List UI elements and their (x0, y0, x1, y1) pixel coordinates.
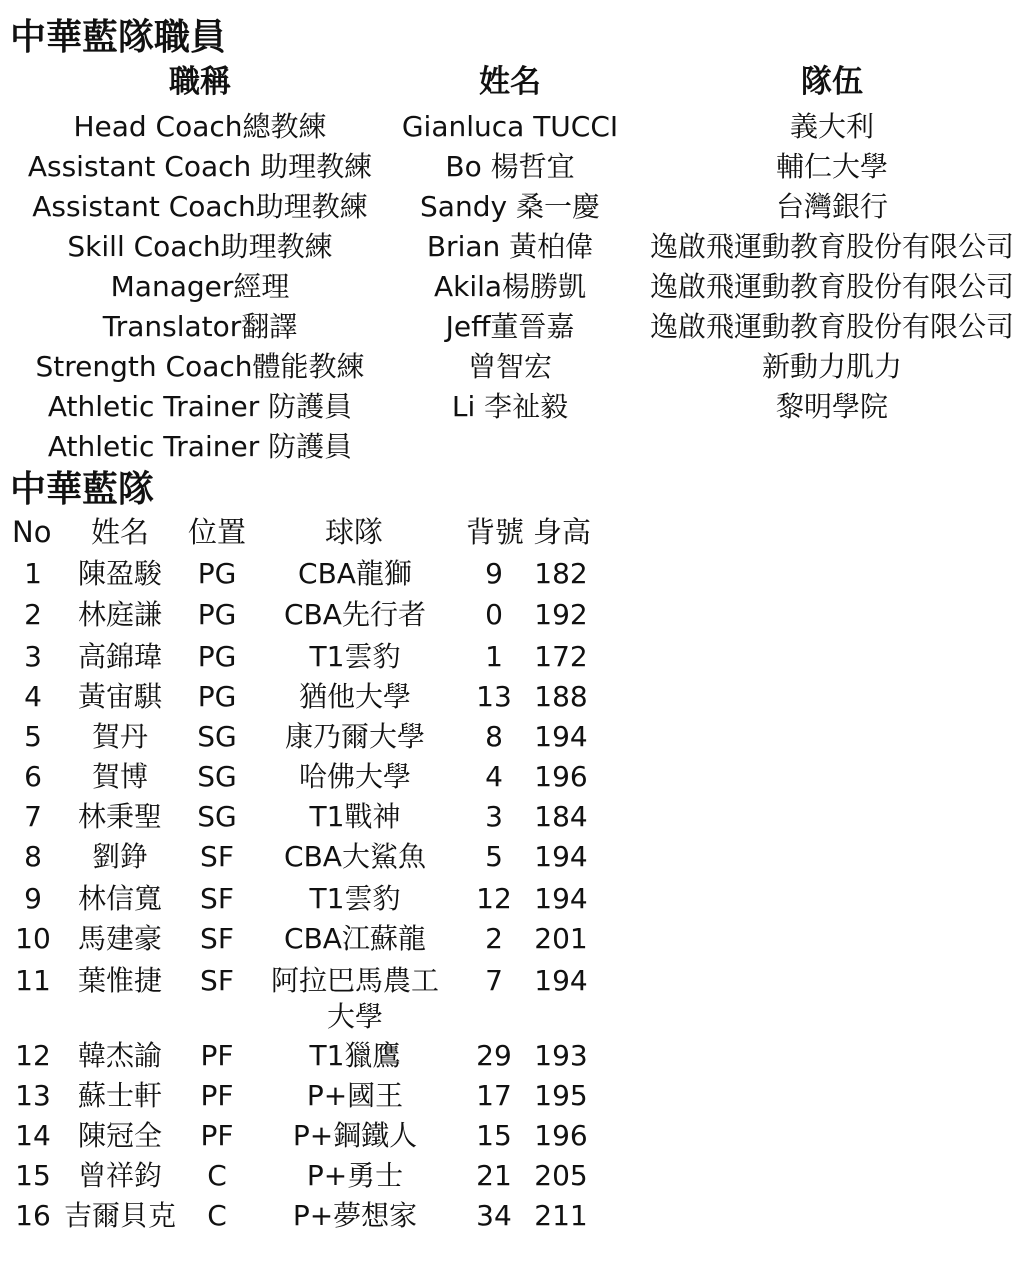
player-name-cell: 林秉聖 (77, 800, 163, 833)
player-height-cell: 195 (534, 1079, 588, 1112)
staff-role-cell: Assistant Coach助理教練 (32, 190, 368, 223)
roster-header-team: 球隊 (324, 515, 384, 549)
player-no-cell: 15 (15, 1159, 51, 1192)
player-position-cell: SF (200, 922, 234, 955)
player-height-cell: 182 (534, 557, 588, 590)
staff-name-cell: Jeff董晉嘉 (445, 310, 575, 343)
player-no-cell: 1 (24, 557, 42, 590)
player-height-cell: 205 (534, 1159, 588, 1192)
player-team-cell: CBA江蘇龍 (284, 922, 426, 955)
player-team-cell: 猶他大學 (298, 680, 412, 713)
player-team-cell: T1戰神 (309, 800, 401, 833)
player-position-cell: SG (197, 720, 237, 753)
player-position-cell: PG (197, 557, 237, 590)
player-height-cell: 193 (534, 1039, 588, 1072)
player-jersey-cell: 12 (476, 882, 512, 915)
player-no-cell: 9 (24, 882, 42, 915)
player-height-cell: 172 (534, 640, 588, 673)
player-jersey-cell: 7 (485, 964, 503, 997)
player-position-cell: PF (200, 1039, 234, 1072)
staff-name-cell: 曾智宏 (467, 350, 553, 383)
player-name-cell: 黃宙騏 (77, 680, 163, 713)
player-height-cell: 188 (534, 680, 588, 713)
staff-section-title: 中華藍隊職員 (10, 17, 227, 58)
player-no-cell: 16 (15, 1199, 51, 1232)
player-team-cell: P+國王 (306, 1079, 404, 1112)
player-jersey-cell: 13 (476, 680, 512, 713)
player-position-cell: C (207, 1199, 227, 1232)
player-team-cell: CBA龍獅 (298, 557, 412, 590)
player-no-cell: 3 (24, 640, 42, 673)
roster-header-name: 姓名 (90, 515, 150, 549)
staff-role-cell: Head Coach總教練 (73, 110, 327, 143)
staff-name-cell: Akila楊勝凱 (433, 270, 587, 303)
staff-header-name: 姓名 (479, 64, 541, 100)
player-no-cell: 12 (15, 1039, 51, 1072)
player-jersey-cell: 1 (485, 640, 503, 673)
player-position-cell: PG (197, 598, 237, 631)
player-team-cell: P+勇士 (306, 1159, 404, 1192)
roster-header-no: No (12, 515, 52, 549)
roster-section-title: 中華藍隊 (10, 469, 155, 510)
player-no-cell: 4 (24, 680, 42, 713)
player-height-cell: 196 (534, 1119, 588, 1152)
staff-header-team: 隊伍 (801, 64, 863, 100)
player-team-cell-line2: 大學 (326, 1000, 384, 1033)
player-jersey-cell: 17 (476, 1079, 512, 1112)
player-no-cell: 14 (15, 1119, 51, 1152)
player-height-cell: 194 (534, 840, 588, 873)
player-jersey-cell: 29 (476, 1039, 512, 1072)
player-position-cell: SF (200, 882, 234, 915)
staff-name-cell: Li 李祉毅 (451, 390, 569, 423)
player-team-cell: CBA大鯊魚 (284, 840, 426, 873)
player-team-cell: 哈佛大學 (298, 760, 412, 793)
player-name-cell: 韓杰諭 (77, 1039, 163, 1072)
player-name-cell: 陳盈駿 (77, 557, 163, 590)
player-position-cell: PF (200, 1079, 234, 1112)
player-position-cell: SF (200, 964, 234, 997)
staff-role-cell: Skill Coach助理教練 (67, 230, 333, 263)
player-height-cell: 211 (534, 1199, 588, 1232)
player-team-cell: P+鋼鐵人 (292, 1119, 418, 1152)
player-team-cell: P+夢想家 (292, 1199, 418, 1232)
staff-team-cell: 新動力肌力 (761, 350, 903, 383)
player-no-cell: 6 (24, 760, 42, 793)
staff-role-cell: Athletic Trainer 防護員 (47, 430, 353, 463)
player-jersey-cell: 21 (476, 1159, 512, 1192)
staff-name-cell: Brian 黃柏偉 (426, 230, 594, 263)
staff-team-cell: 義大利 (789, 110, 875, 143)
player-position-cell: SG (197, 760, 237, 793)
staff-role-cell: Strength Coach體能教練 (35, 350, 365, 383)
player-jersey-cell: 0 (485, 598, 503, 631)
player-team-cell: 康乃爾大學 (284, 720, 426, 753)
player-jersey-cell: 3 (485, 800, 503, 833)
player-height-cell: 196 (534, 760, 588, 793)
player-jersey-cell: 8 (485, 720, 503, 753)
player-no-cell: 10 (15, 922, 51, 955)
player-no-cell: 8 (24, 840, 42, 873)
player-jersey-cell: 34 (476, 1199, 512, 1232)
player-no-cell: 7 (24, 800, 42, 833)
player-name-cell: 馬建豪 (77, 922, 163, 955)
staff-team-cell: 台灣銀行 (775, 190, 889, 223)
player-position-cell: PG (197, 680, 237, 713)
player-name-cell: 高錦瑋 (77, 640, 163, 673)
player-height-cell: 184 (534, 800, 588, 833)
player-team-cell: 阿拉巴馬農工 (270, 964, 440, 997)
player-name-cell: 賀博 (91, 760, 149, 793)
player-name-cell: 林信寬 (77, 882, 163, 915)
staff-role-cell: Assistant Coach 助理教練 (27, 150, 373, 183)
roster-header-position: 位置 (187, 515, 247, 549)
player-team-cell: T1獵鷹 (309, 1039, 401, 1072)
player-jersey-cell: 2 (485, 922, 503, 955)
player-jersey-cell: 5 (485, 840, 503, 873)
staff-team-cell: 逸啟飛運動教育股份有限公司 (649, 310, 1015, 343)
player-name-cell: 林庭謙 (77, 598, 163, 631)
roster-header-jersey: 背號 (465, 515, 525, 549)
staff-name-cell: Gianluca TUCCI (401, 110, 619, 143)
player-name-cell: 劉錚 (91, 840, 149, 873)
staff-name-cell: Bo 楊哲宜 (445, 150, 575, 183)
player-name-cell: 吉爾貝克 (63, 1199, 177, 1232)
player-position-cell: SG (197, 800, 237, 833)
player-name-cell: 賀丹 (91, 720, 149, 753)
player-no-cell: 2 (24, 598, 42, 631)
player-height-cell: 194 (534, 964, 588, 997)
player-height-cell: 201 (534, 922, 588, 955)
player-team-cell: T1雲豹 (309, 640, 401, 673)
player-jersey-cell: 15 (476, 1119, 512, 1152)
staff-team-cell: 黎明學院 (775, 390, 889, 423)
roster-header-height: 身高 (532, 515, 592, 549)
staff-team-cell: 逸啟飛運動教育股份有限公司 (649, 270, 1015, 303)
staff-role-cell: Translator翻譯 (102, 310, 298, 343)
player-position-cell: C (207, 1159, 227, 1192)
player-jersey-cell: 4 (485, 760, 503, 793)
staff-role-cell: Athletic Trainer 防護員 (47, 390, 353, 423)
staff-name-cell: Sandy 桑一慶 (420, 190, 600, 223)
player-name-cell: 曾祥鈞 (77, 1159, 163, 1192)
player-name-cell: 蘇士軒 (77, 1079, 163, 1112)
player-team-cell: CBA先行者 (284, 598, 426, 631)
staff-team-cell: 逸啟飛運動教育股份有限公司 (649, 230, 1015, 263)
player-height-cell: 194 (534, 882, 588, 915)
player-position-cell: PF (200, 1119, 234, 1152)
player-position-cell: SF (200, 840, 234, 873)
player-team-cell: T1雲豹 (309, 882, 401, 915)
player-height-cell: 192 (534, 598, 588, 631)
staff-role-cell: Manager經理 (110, 270, 290, 303)
player-position-cell: PG (197, 640, 237, 673)
player-no-cell: 13 (15, 1079, 51, 1112)
player-name-cell: 陳冠全 (77, 1119, 163, 1152)
staff-team-cell: 輔仁大學 (775, 150, 889, 183)
player-no-cell: 11 (15, 964, 51, 997)
staff-header-role: 職稱 (169, 64, 231, 100)
player-height-cell: 194 (534, 720, 588, 753)
player-no-cell: 5 (24, 720, 42, 753)
player-name-cell: 葉惟捷 (77, 964, 163, 997)
player-jersey-cell: 9 (485, 557, 503, 590)
